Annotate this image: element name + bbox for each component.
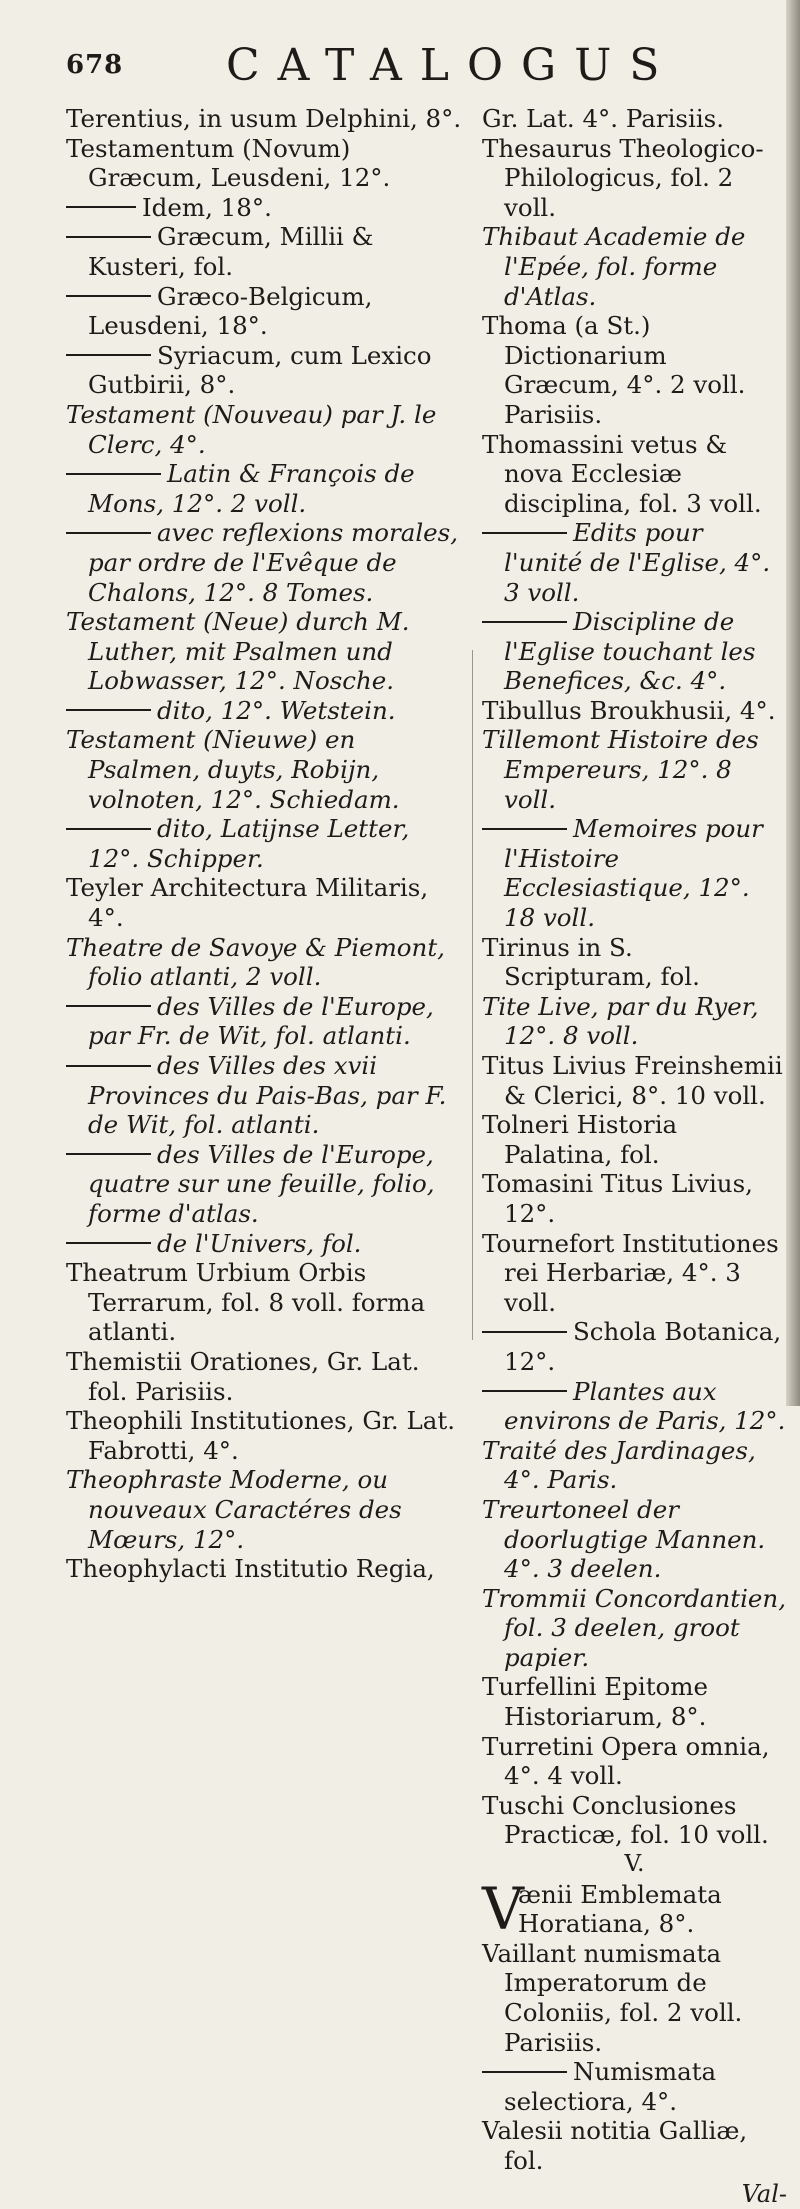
catalogue-entry	[482, 1229, 787, 1318]
catalogue-entry	[482, 1377, 787, 1436]
ditto-dash	[66, 473, 161, 475]
entry-text: Testament (Nouveau) par J. le Clerc, 4°.	[66, 399, 437, 459]
entry-text: Tite Live, par du Ryer, 12°. 8 voll.	[482, 991, 759, 1051]
entry-text: Turfellini Epitome Historiarum, 8°.	[482, 1672, 709, 1732]
entry-text: Græco-Belgicum, Leusdeni, 18°.	[88, 281, 373, 341]
ditto-dash	[66, 295, 151, 297]
entry-text: Edits pour l'unité de l'Eglise, 4°. 3 voll.	[504, 518, 771, 607]
entry-text: Testament (Neue) durch M. Luther, mit Psalmen und Lobwasser, 12°. Nosche.	[66, 607, 410, 696]
ditto-dash	[482, 1390, 567, 1392]
entry-text: Tibullus Broukhusii, 4°.	[482, 695, 776, 725]
right-column	[482, 104, 787, 2209]
catalogue-entry	[482, 518, 787, 607]
entry-text: Memoires pour l'Histoire Ecclesiastique, 12°. 18 voll.	[504, 814, 763, 933]
ditto-dash	[66, 1153, 151, 1155]
entry-text: Titus Livius Freinshemii & Clerici, 8°. 10 voll.	[482, 1051, 783, 1110]
entry-text: dito, 12°. Wetstein.	[157, 695, 396, 725]
entry-text: Trommii Concordantien, fol. 3 deelen, groot papier.	[482, 1583, 787, 1672]
section-letter: V.	[624, 1851, 645, 1878]
catalogue-entry	[482, 607, 787, 696]
catalogue-entry	[482, 2057, 787, 2116]
entry-text: Traité des Jardinages, 4°. Paris.	[482, 1435, 756, 1495]
ditto-dash	[66, 236, 151, 238]
entry-text: Theophylacti Institutio Regia,	[66, 1554, 435, 1584]
catalogue-entry	[66, 222, 466, 281]
ditto-dash	[66, 1065, 151, 1067]
entry-text: Syriacum, cum Lexico Gutbirii, 8°.	[88, 340, 432, 400]
entry-text: Thomassini vetus & nova Ecclesiæ disciplina, fol. 3 voll.	[482, 429, 762, 518]
catalogue-entry	[482, 134, 787, 223]
running-title: CATALOGUS	[226, 40, 678, 91]
ditto-dash	[482, 532, 567, 534]
ditto-dash	[482, 2071, 567, 2073]
catalogue-entry	[66, 341, 466, 400]
entry-text: avec reflexions morales, par ordre de l'Evêque de Chalons, 12°. 8 Tomes.	[88, 518, 459, 607]
catchword: Val-	[741, 2179, 787, 2208]
entry-text: des Villes de l'Europe, par Fr. de Wit, fol. atlanti.	[88, 991, 434, 1051]
catalogue-entry	[66, 1051, 466, 1140]
entry-text: Tillemont Histoire des Empereurs, 12°. 8 voll.	[482, 725, 759, 814]
catalogue-entry	[482, 1317, 787, 1376]
entry-text: Teyler Architectura Militaris, 4°.	[66, 873, 429, 933]
catalogue-entry	[66, 607, 466, 696]
catalogue-entry	[66, 282, 466, 341]
entry-text: Testament (Nieuwe) en Psalmen, duyts, Robijn, volnoten, 12°. Schiedam.	[66, 725, 400, 814]
catalogue-entry	[482, 430, 787, 519]
catalogue-entry	[482, 992, 787, 1051]
catalogue-entry	[482, 1169, 787, 1228]
entry-text: de l'Univers, fol.	[157, 1228, 362, 1258]
catalogue-entry	[66, 1465, 466, 1554]
drop-capital: V	[482, 1874, 524, 1943]
ditto-dash	[66, 1005, 151, 1007]
entry-text: Discipline de l'Eglise touchant les Benefices, &c. 4°.	[504, 607, 756, 696]
ditto-dash	[66, 709, 151, 711]
catalogue-entry	[66, 1347, 466, 1406]
entry-text: Theatrum Urbium Orbis Terrarum, fol. 8 voll. forma atlanti.	[66, 1258, 426, 1347]
entry-text: des Villes de l'Europe, quatre sur une feuille, folio, forme d'atlas.	[88, 1139, 435, 1228]
catalogue-entry	[66, 518, 466, 607]
catalogue-entry	[66, 1140, 466, 1229]
entry-text: Græcum, Millii & Kusteri, fol.	[88, 222, 374, 281]
entry-text: Testamentum (Novum) Græcum, Leusdeni, 12°.	[66, 133, 391, 193]
ditto-dash	[66, 206, 136, 208]
catalogue-entry	[482, 814, 787, 932]
entry-text: Thibaut Academie de l'Epée, fol. forme d'Atlas.	[482, 222, 746, 311]
catalogue-entry	[482, 933, 787, 992]
catalogue-entry	[66, 104, 466, 134]
entry-text: Tournefort Institutiones rei Herbariæ, 4°. 3 voll.	[482, 1228, 779, 1317]
entry-text: Latin & François de Mons, 12°. 2 voll.	[88, 459, 415, 518]
entry-text: Theatre de Savoye & Piemont, folio atlanti, 2 voll.	[66, 932, 445, 992]
entry-text: Tirinus in S. Scripturam, fol.	[482, 932, 700, 992]
ditto-dash	[482, 621, 567, 623]
ditto-dash	[66, 828, 151, 830]
left-column	[66, 104, 466, 1584]
entry-text: ænii Emblemata Horatiana, 8°.	[518, 1879, 722, 1939]
catalogue-entry	[482, 222, 787, 311]
page-edge	[786, 0, 800, 1406]
entry-text: Thoma (a St.) Dictionarium Græcum, 4°. 2 voll. Parisiis.	[482, 311, 746, 429]
entry-text: Tuschi Conclusiones Practicæ, fol. 10 voll.	[482, 1790, 769, 1850]
catalogue-entry	[482, 725, 787, 814]
catalogue-entry	[482, 2116, 787, 2175]
column-divider	[472, 650, 473, 1340]
catalogue-entry	[482, 1791, 787, 1850]
catalogue-entry	[66, 134, 466, 193]
catalogue-entry	[482, 1732, 787, 1791]
catalogue-entry	[66, 1406, 466, 1465]
catalogue-entry	[482, 1110, 787, 1169]
entry-text: Treurtoneel der doorlugtige Mannen. 4°. 3 deelen.	[482, 1494, 766, 1584]
entry-text: Idem, 18°.	[142, 192, 272, 222]
catalogue-entry	[66, 696, 466, 726]
entry-text: Gr. Lat. 4°. Parisiis.	[482, 104, 725, 133]
catalogue-entry	[482, 1939, 787, 2057]
catalogue-entry	[66, 1229, 466, 1259]
entry-text: Theophraste Moderne, ou nouveaux Caractéres des Mœurs, 12°.	[66, 1465, 402, 1554]
entry-text: des Villes des xvii Provinces du Pais-Bas, par F. de Wit, fol. atlanti.	[88, 1051, 447, 1140]
ditto-dash	[66, 354, 151, 356]
entry-text: Terentius, in usum Delphini, 8°.	[66, 104, 462, 133]
entry-text: Tolneri Historia Palatina, fol.	[482, 1110, 678, 1169]
ditto-dash	[66, 1242, 151, 1244]
entry-text: Plantes aux environs de Paris, 12°.	[504, 1376, 786, 1436]
catalogue-entry	[66, 992, 466, 1051]
entry-text: Numismata selectiora, 4°.	[504, 2057, 717, 2116]
catalogue-entry	[482, 104, 787, 134]
catalogue-entry	[66, 725, 466, 814]
catalogue-entry	[482, 1584, 787, 1673]
catalogue-entry	[66, 814, 466, 873]
page-number: 678	[66, 50, 124, 80]
entry-text: Tomasini Titus Livius, 12°.	[482, 1169, 753, 1228]
entry-text: dito, Latijnse Letter, 12°. Schipper.	[88, 814, 410, 873]
ditto-dash	[482, 1331, 567, 1333]
section-first-entry	[482, 1874, 787, 1943]
catalogue-entry	[66, 459, 466, 518]
entry-text: Schola Botanica, 12°.	[504, 1317, 782, 1376]
catalogue-entry	[66, 933, 466, 992]
catalogue-entry	[66, 400, 466, 459]
catalogue-entry	[482, 1436, 787, 1495]
catalogue-entry	[482, 696, 787, 726]
catalogue-entry	[66, 873, 466, 932]
entry-text: Theophili Institutiones, Gr. Lat. Fabrotti, 4°.	[66, 1406, 455, 1465]
catalogue-entry	[66, 1554, 466, 1584]
ditto-dash	[482, 828, 567, 830]
catalogue-entry	[482, 1495, 787, 1584]
page-header	[66, 38, 766, 94]
catalogue-entry	[66, 193, 466, 223]
catalogue-entry	[482, 1672, 787, 1731]
ditto-dash	[66, 532, 151, 534]
entry-text: Thesaurus Theologico-Philologicus, fol. 2 voll.	[482, 133, 764, 222]
catalogue-entry	[66, 1258, 466, 1347]
entry-text: Themistii Orationes, Gr. Lat. fol. Parisiis.	[66, 1346, 420, 1406]
catalogue-entry	[482, 311, 787, 429]
entry-text: Vaillant numismata Imperatorum de Coloniis, fol. 2 voll. Parisiis.	[482, 1938, 743, 2057]
entry-text: Valesii notitia Galliæ, fol.	[482, 2116, 748, 2175]
entry-text: Turretini Opera omnia, 4°. 4 voll.	[482, 1731, 770, 1791]
catalogue-entry	[482, 1051, 787, 1110]
